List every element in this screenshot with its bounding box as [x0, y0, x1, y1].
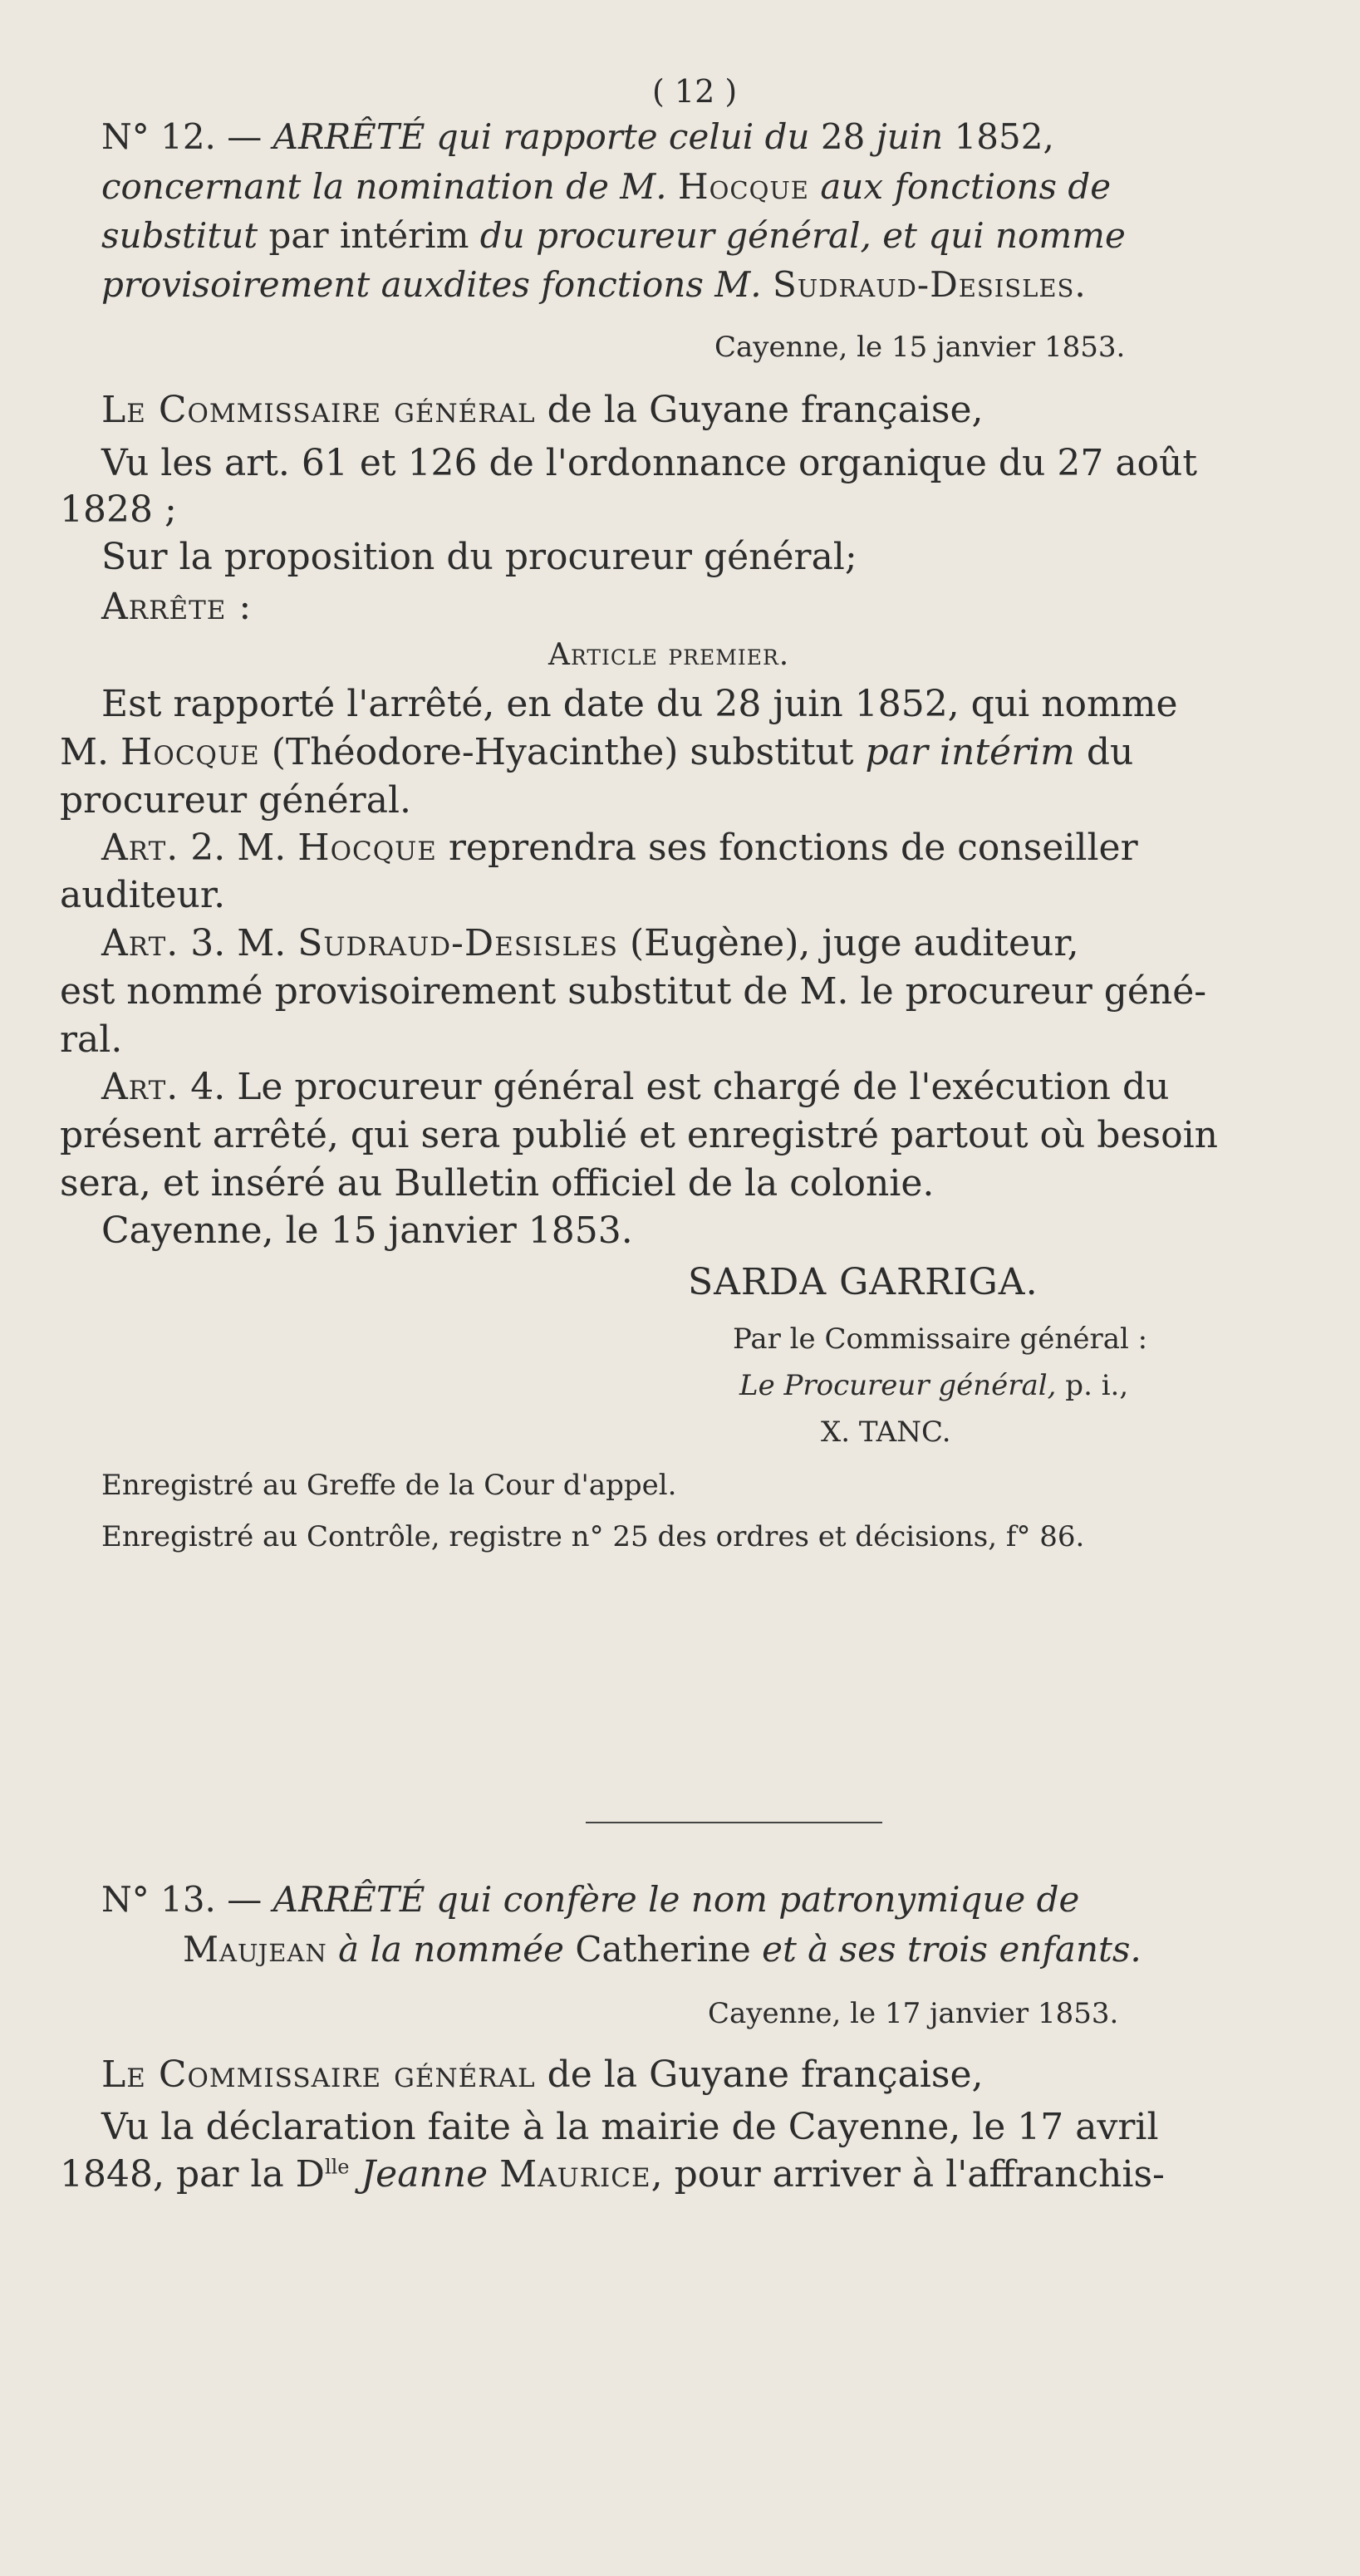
title-text: à la nommée [326, 1929, 576, 1970]
vu-text [488, 2153, 499, 2196]
enregistre-controle: Enregistré au Contrôle, registre n° 25 des ordres et décisions, f° 86. [101, 1520, 1085, 1553]
title-text: substitut [101, 215, 258, 256]
procureur-line [739, 1369, 1128, 1402]
title-text: 28 [820, 116, 876, 157]
person-name: Maurice [499, 2153, 651, 2196]
article-4-line-1 [101, 1066, 1169, 1108]
issuer-title: Le Commissaire général [101, 389, 536, 431]
vu-text: 1848, par la [60, 2153, 296, 2196]
article-text: reprendra ses fonctions de conseiller [436, 827, 1138, 869]
article-2-line-2: auditeur. [60, 874, 226, 916]
article-label: Art. [101, 827, 179, 869]
title-text: du procureur général, et qui nomme [479, 215, 1126, 256]
tanc-signature: X. TANC. [821, 1416, 951, 1449]
article-text: (Eugène), juge auditeur, [618, 922, 1079, 964]
person-name: Catherine [575, 1929, 751, 1970]
article-text: M. [60, 731, 121, 773]
decree-13-commissaire [101, 2053, 983, 2096]
article-text: 3. M. [179, 922, 298, 964]
decree-12-sur: Sur la proposition du procureur général; [101, 536, 857, 578]
decree-12-title-line-4 [101, 264, 1087, 305]
decree-12-vu-line-1: Vu les art. 61 et 126 de l'ordonnance organique du 27 août [101, 442, 1198, 484]
decree-13-vu-line-1: Vu la déclaration faite à la mairie de Cayenne, le 17 avril [101, 2106, 1159, 2148]
article-text: par intérim [865, 731, 1075, 773]
article-1-line-1: Est rapporté l'arrêté, en date du 28 juin 1852, qui nomme [101, 683, 1178, 725]
article-2-line-1 [101, 827, 1138, 869]
article-text: 2. M. [179, 827, 298, 869]
decree-heading: ARRÊTÉ [272, 1879, 425, 1920]
article-label: Art. [101, 922, 179, 964]
decree-13-title-line-2 [183, 1929, 1142, 1970]
decree-12-title-line-1 [101, 116, 1054, 157]
article-4-line-3: sera, et inséré au Bulletin officiel de la colonie. [60, 1162, 935, 1205]
decree-12-sign-date: Cayenne, le 15 janvier 1853. [101, 1209, 633, 1252]
decree-13-title-line-1 [101, 1879, 1079, 1920]
article-1-line-3: procureur général. [60, 779, 412, 822]
decree-heading: ARRÊTÉ [272, 116, 425, 157]
decree-12-commissaire [101, 389, 983, 431]
title-text: qui confère le nom patronymique de [425, 1879, 1080, 1920]
person-name: Jeanne [361, 2153, 489, 2196]
section-divider [586, 1822, 882, 1823]
procureur-title: Le Procureur général, [739, 1369, 1057, 1402]
decree-12-title-line-3 [101, 215, 1126, 256]
person-name: Hocque [297, 827, 437, 869]
issuer-text: de la Guyane française, [535, 2053, 984, 2096]
decree-12-title-line-2 [101, 166, 1111, 207]
par-commissaire: Par le Commissaire général : [733, 1322, 1148, 1356]
article-text: (Théodore-Hyacinthe) substitut [259, 731, 866, 773]
vu-text: , pour arriver à l'affranchis- [651, 2153, 1165, 2196]
title-text: qui rapporte celui du [425, 116, 821, 157]
decree-13-vu-line-2 [60, 2153, 1165, 2196]
decree-13-date: Cayenne, le 17 janvier 1853. [708, 1997, 1119, 2030]
article-3-line-1 [101, 922, 1079, 964]
title-text: provisoirement auxdites fonctions M. [101, 264, 773, 305]
decree-number: N° 13. — [101, 1879, 273, 1920]
title-text: par intérim [258, 215, 480, 256]
person-name: Sudraud-Desisles. [772, 264, 1087, 305]
article-4-line-2: présent arrêté, qui sera publié et enregistré partout où besoin [60, 1114, 1218, 1156]
person-name: Hocque [120, 731, 260, 773]
vu-text [350, 2153, 361, 2196]
decree-number: N° 12. — [101, 116, 273, 157]
article-1-line-2 [60, 731, 1133, 773]
title-text: juin [876, 116, 944, 157]
title-abbrev-sup: lle [324, 2155, 350, 2179]
signatory-name: SARDA GARRIGA. [688, 1261, 1038, 1303]
issuer-text: de la Guyane française, [535, 389, 984, 431]
issuer-title: Le Commissaire général [101, 2053, 536, 2096]
article-label: Art. [101, 1066, 179, 1108]
title-text: aux fonctions de [808, 166, 1112, 207]
article-text: 4. Le procureur général est chargé de l'exécution du [179, 1066, 1170, 1108]
decree-12-arrete: Arrête : [101, 586, 253, 628]
person-name: Sudraud-Desisles [297, 922, 618, 964]
procureur-abbrev: p. i., [1056, 1369, 1129, 1402]
decree-12-date: Cayenne, le 15 janvier 1853. [714, 331, 1126, 364]
article-3-line-3: ral. [60, 1018, 123, 1061]
article-3-line-2: est nommé provisoirement substitut de M. le procureur géné- [60, 970, 1207, 1013]
article-premier-heading: Article premier. [548, 638, 790, 672]
title-text: et à ses trois enfants. [750, 1929, 1142, 1970]
enregistre-greffe: Enregistré au Greffe de la Cour d'appel. [101, 1469, 677, 1502]
title-abbrev: D [295, 2153, 325, 2196]
person-name: Maujean [183, 1929, 327, 1970]
article-text: du [1074, 731, 1134, 773]
title-text: 1852, [943, 116, 1054, 157]
page-number: ( 12 ) [652, 73, 738, 110]
decree-12-vu-line-2: 1828 ; [60, 488, 177, 531]
title-text: concernant la nomination de M. [101, 166, 678, 207]
person-name: Hocque [677, 166, 809, 207]
